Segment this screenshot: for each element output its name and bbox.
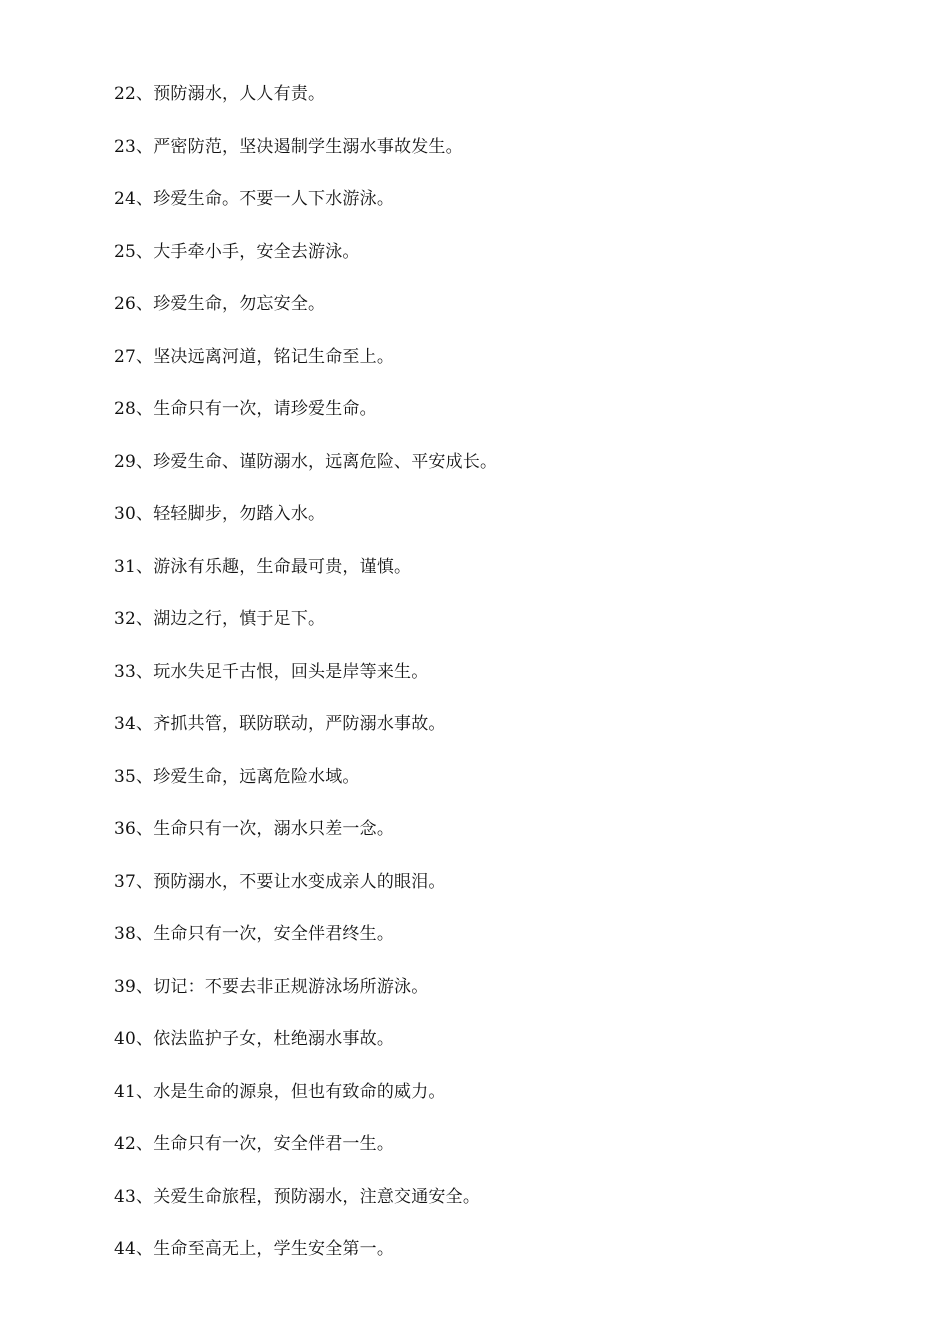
slogan-text: 珍爱生命。不要一人下水游泳。 [153,189,395,209]
slogan-text: 预防溺水，不要让水变成亲人的眼泪。 [153,871,446,892]
slogan-text: 坚决远离河道，铭记生命至上。 [153,346,395,367]
slogan-number: 42、 [114,1134,154,1154]
slogan-text: 珍爱生命、谨防溺水，远离危险、平安成长。 [153,451,498,472]
slogan-number: 25、 [114,241,154,262]
slogan-text: 生命至高无上，学生安全第一。 [153,1239,395,1259]
slogan-item-34 [114,710,874,763]
slogan-text: 玩水失足千古恨，回头是岸等来生。 [153,661,429,682]
slogan-number: 33、 [114,661,154,682]
slogan-text: 生命只有一次，安全伴君一生。 [153,1134,395,1154]
slogan-number: 39、 [114,976,154,997]
slogan-number: 34、 [114,714,154,734]
slogan-item-32 [114,605,874,658]
slogan-item-27 [114,343,874,396]
slogan-number: 30、 [114,504,154,524]
slogan-text: 预防溺水，人人有责。 [153,84,326,104]
slogan-item-26 [114,290,874,343]
slogan-item-44 [114,1235,874,1288]
slogan-number: 24、 [114,189,154,209]
slogan-text: 生命只有一次，请珍爱生命。 [153,399,377,419]
slogan-text: 轻轻脚步，勿踏入水。 [153,504,326,524]
slogan-item-38 [114,920,874,973]
slogan-item-28 [114,395,874,448]
slogan-number: 40、 [114,1029,154,1049]
slogan-item-31 [114,553,874,606]
slogan-item-36 [114,815,874,868]
slogan-number: 28、 [114,399,154,419]
slogan-item-33 [114,658,874,711]
slogan-text: 依法监护子女，杜绝溺水事故。 [153,1029,395,1049]
slogan-item-30 [114,500,874,553]
slogan-item-43 [114,1183,874,1236]
slogan-item-39 [114,973,874,1026]
slogan-list [114,80,874,1288]
slogan-text: 关爱生命旅程，预防溺水，注意交通安全。 [153,1186,481,1207]
slogan-text: 严密防范，坚决遏制学生溺水事故发生。 [153,136,463,157]
slogan-number: 35、 [114,766,154,787]
slogan-number: 27、 [114,346,154,367]
slogan-number: 23、 [114,136,154,157]
slogan-number: 31、 [114,556,154,577]
slogan-item-29 [114,448,874,501]
slogan-number: 36、 [114,819,154,839]
slogan-item-41 [114,1078,874,1131]
slogan-number: 43、 [114,1186,154,1207]
slogan-number: 44、 [114,1239,154,1259]
slogan-number: 38、 [114,924,154,944]
slogan-text: 游泳有乐趣，生命最可贵，谨慎。 [153,556,412,577]
slogan-item-35 [114,763,874,816]
slogan-number: 26、 [114,294,154,314]
slogan-text: 珍爱生命，勿忘安全。 [153,294,326,314]
slogan-number: 22、 [114,84,154,104]
slogan-text: 珍爱生命，远离危险水域。 [153,766,360,787]
slogan-item-40 [114,1025,874,1078]
slogan-item-25 [114,238,874,291]
slogan-text: 生命只有一次，安全伴君终生。 [153,924,395,944]
slogan-item-24 [114,185,874,238]
slogan-number: 41、 [114,1081,154,1102]
slogan-item-22 [114,80,874,133]
slogan-text: 切记：不要去非正规游泳场所游泳。 [153,976,429,997]
slogan-item-23 [114,133,874,186]
slogan-text: 生命只有一次，溺水只差一念。 [153,819,395,839]
slogan-text: 湖边之行，慎于足下。 [153,609,326,629]
slogan-text: 大手牵小手，安全去游泳。 [153,241,360,262]
slogan-text: 水是生命的源泉，但也有致命的威力。 [153,1081,446,1102]
slogan-item-42 [114,1130,874,1183]
slogan-number: 37、 [114,871,154,892]
slogan-number: 29、 [114,451,154,472]
slogan-text: 齐抓共管，联防联动，严防溺水事故。 [153,714,446,734]
slogan-item-37 [114,868,874,921]
slogan-number: 32、 [114,609,154,629]
